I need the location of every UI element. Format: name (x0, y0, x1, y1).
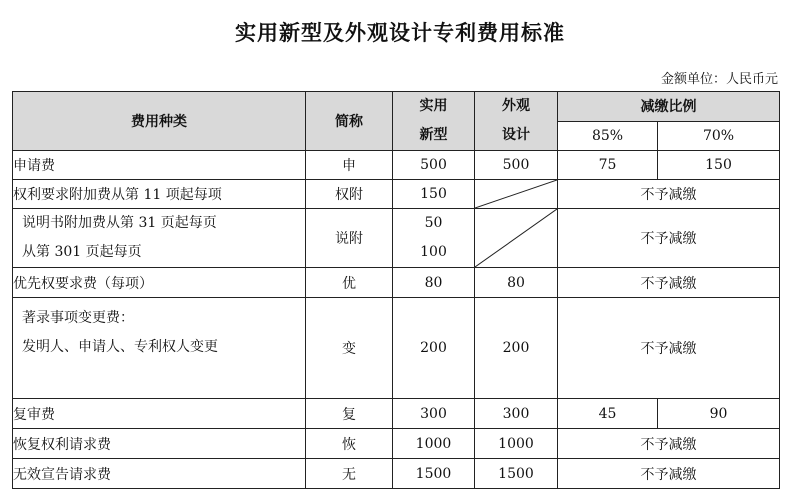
row-design-amount: 500 (475, 151, 558, 180)
header-design: 外观 设计 (475, 92, 558, 151)
row-fee-name: 说明书附加费从第 31 页起每页 从第 301 页起每页 (13, 209, 306, 268)
table-row (13, 459, 780, 489)
row-abbr: 权附 (306, 180, 393, 209)
row-fee-name: 恢复权利请求费 (13, 429, 306, 459)
not-applicable-cell (475, 209, 558, 268)
row-fee-name: 申请费 (13, 151, 306, 180)
row-utility-amount: 1500 (393, 459, 475, 489)
table-row (13, 429, 780, 459)
fee-table (12, 91, 780, 489)
row-utility-amount: 200 (393, 298, 475, 399)
row-reduction-70: 150 (658, 151, 780, 180)
row-no-reduction: 不予减缴 (558, 459, 780, 489)
row-abbr: 恢 (306, 429, 393, 459)
not-applicable-cell (475, 180, 558, 209)
row-utility-amount: 150 (393, 180, 475, 209)
row-no-reduction: 不予减缴 (558, 298, 780, 399)
table-row (13, 399, 780, 429)
table-row (13, 298, 780, 399)
header-abbreviation: 简称 (306, 92, 393, 151)
row-utility-amount: 1000 (393, 429, 475, 459)
row-no-reduction: 不予减缴 (558, 209, 780, 268)
row-fee-name: 复审费 (13, 399, 306, 429)
row-fee-name: 无效宣告请求费 (13, 459, 306, 489)
row-utility-amount: 500 (393, 151, 475, 180)
row-abbr: 优 (306, 268, 393, 298)
row-design-amount: 80 (475, 268, 558, 298)
row-design-amount: 200 (475, 298, 558, 399)
row-abbr: 变 (306, 298, 393, 399)
row-reduction-85: 75 (558, 151, 658, 180)
table-row (13, 151, 780, 180)
header-row-1 (13, 92, 780, 122)
header-ratio-85: 85% (558, 121, 658, 151)
row-fee-name: 著录事项变更费： 发明人、申请人、专利权人变更 (13, 298, 306, 399)
table-row (13, 209, 780, 268)
row-fee-name: 优先权要求费（每项） (13, 268, 306, 298)
row-utility-amount: 80 (393, 268, 475, 298)
row-fee-name: 权利要求附加费从第 11 项起每项 (13, 180, 306, 209)
row-no-reduction: 不予减缴 (558, 180, 780, 209)
row-design-amount: 300 (475, 399, 558, 429)
table-row (13, 180, 780, 209)
header-fee-type: 费用种类 (13, 92, 306, 151)
row-no-reduction: 不予减缴 (558, 429, 780, 459)
row-abbr: 复 (306, 399, 393, 429)
row-abbr: 无 (306, 459, 393, 489)
row-design-amount: 1500 (475, 459, 558, 489)
table-row (13, 268, 780, 298)
row-no-reduction: 不予减缴 (558, 268, 780, 298)
currency-unit-note: 金额单位：人民币元 (660, 72, 778, 87)
diagonal-slash (475, 209, 557, 267)
page-title: 实用新型及外观设计专利费用标准 (235, 21, 565, 45)
row-design-amount: 1000 (475, 429, 558, 459)
header-ratio-70: 70% (658, 121, 780, 151)
row-reduction-70: 90 (658, 399, 780, 429)
row-abbr: 申 (306, 151, 393, 180)
row-utility-amount: 300 (393, 399, 475, 429)
header-reduction-ratio: 减缴比例 (558, 92, 780, 122)
row-abbr: 说附 (306, 209, 393, 268)
diagonal-slash (475, 180, 557, 208)
row-utility-amount: 50 100 (393, 209, 475, 268)
row-reduction-85: 45 (558, 399, 658, 429)
header-utility-model: 实用 新型 (393, 92, 475, 151)
